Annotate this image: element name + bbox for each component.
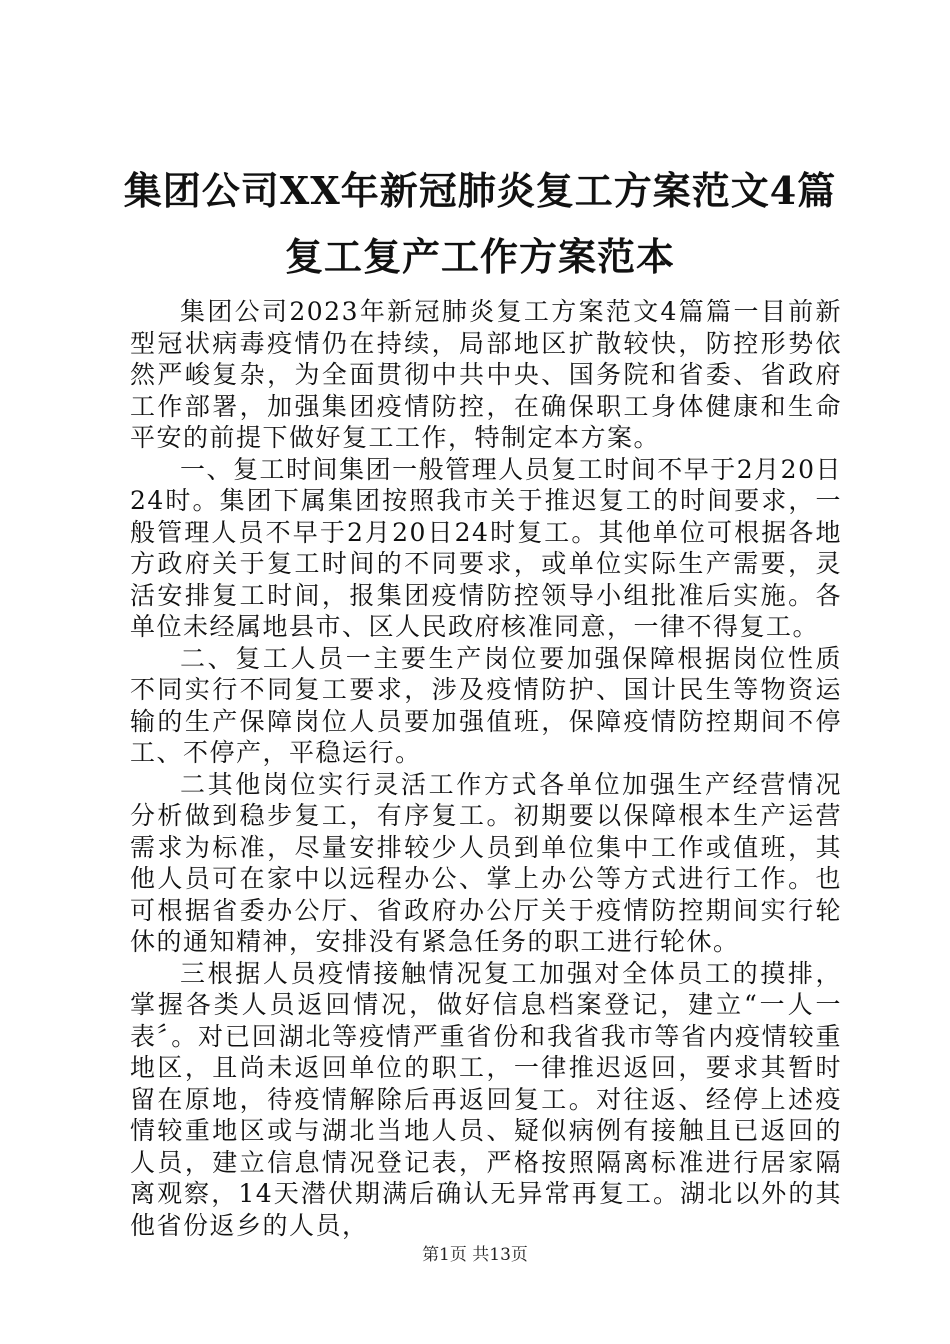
page-footer: 第1页 共13页 [422, 1245, 528, 1265]
paragraph-contact-screening: 三根据人员疫情接触情况复工加强对全体员工的摸排，掌握各类人员返回情况，做好信息档案登记，建立“一人一表〞。对已回湖北等疫情严重省份和我省我市等省内疫情较重地区，且尚未返回单位的职工，一律推迟返回，要求其暂时留在原地，待疫情解除后再返回复工。对往返、经停上述疫情较重地区或与湖北当地人员、疑似病例有接触且已返回的人员，建立信息情况登记表，严格按照隔离标准进行居家隔离观察，14天潜伏期满后确认无异常再复工。湖北以外的其他省份返乡的人员， [130, 958, 842, 1240]
document-body [130, 296, 842, 1241]
paragraph-resume-staff: 二、复工人员一主要生产岗位要加强保障根据岗位性质不同实行不同复工要求，涉及疫情防护、国计民生等物资运输的生产保障岗位人员要加强值班，保障疫情防控期间不停工、不停产，平稳运行。 [130, 643, 842, 767]
paragraph-resume-time: 一、复工时间集团一般管理人员复工时间不早于2月20日24时。集团下属集团按照我市关于推迟复工的时间要求，一般管理人员不早于2月20日24时复工。其他单位可根据各地方政府关于复工时间的不同要求，或单位实际生产需要，灵活安排复工时间，报集团疫情防控领导小组批准后实施。各单位未经属地县市、区人民政府核准同意，一律不得复工。 [130, 454, 842, 641]
paragraph-flexible-work: 二其他岗位实行灵活工作方式各单位加强生产经营情况分析做到稳步复工，有序复工。初期要以保障根本生产运营需求为标准，尽量安排较少人员到单位集中工作或值班，其他人员可在家中以远程办公、掌上办公等方式进行工作。也可根据省委办公厅、省政府办公厅关于疫情防控期间实行轮休的通知精神，安排没有紧急任务的职工进行轮休。 [130, 769, 842, 956]
paragraph-intro: 集团公司2023年新冠肺炎复工方案范文4篇篇一目前新型冠状病毒疫情仍在持续，局部地区扩散较快，防控形势依然严峻复杂，为全面贯彻中共中央、国务院和省委、省政府工作部署，加强集团疫情防控，在确保职工身体健康和生命平安的前提下做好复工工作，特制定本方案。 [130, 297, 842, 452]
document-title: 集团公司XX年新冠肺炎复工方案范文4篇复工复产工作方案范本 [123, 168, 837, 279]
